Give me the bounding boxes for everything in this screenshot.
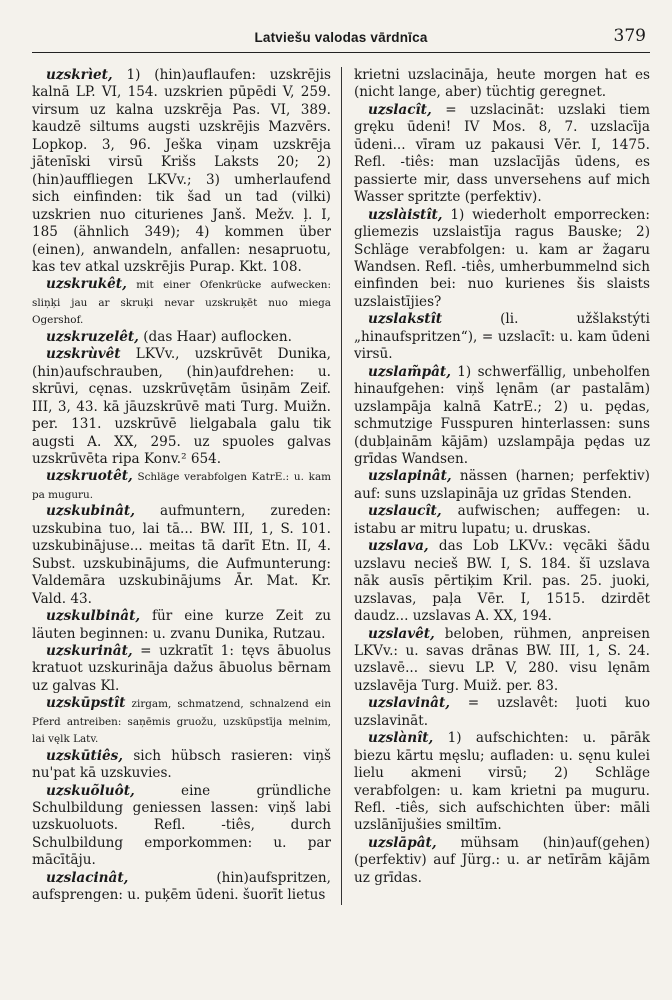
dictionary-entry: [32, 870, 331, 905]
dictionary-entry: [32, 329, 331, 346]
entry-headword: uzslavêt,: [368, 625, 435, 642]
page-number: 379: [613, 26, 646, 46]
entry-headword: uzslavinât,: [368, 695, 450, 712]
entry-definition: 1) aufschichten: u. pārāk biezu kārtu męslu; aufladen: u. sęnu kulei lielu akmeni virsū; 2) Schläge verabfolgen: u. kam krietni pa muguru. Refl. -tiês, sich aufschichten über: māli uzslānījušies smiltīm.: [354, 730, 650, 834]
entry-headword: uzskubinât,: [46, 503, 135, 520]
entry-definition: beloben, rühmen, anpreisen LKVv.: u. savas drānas BW. III, 1, S. 24. uzslavē... sievu LP. V, 280. visu lęnām uzslavēja Turg. Muiž. per. 83.: [354, 625, 650, 694]
entry-definition: (li. užšlakstýti „hinaufspritzen“), = uzslacīt: u. kam ūdeni virsū.: [354, 311, 650, 363]
entry-definition: eine gründliche Schulbildung geniessen lassen: viņš labi uzskuoluots. Refl. -tiês, durch Schulbildung emporkommen: u. par mācītāju.: [32, 782, 331, 869]
entry-definition: = uzkratīt 1: tęvs ābuolus kratuot uzskurināja dažus ābuolus bērnam uz galvas Kl.: [32, 642, 331, 694]
entry-headword: uzskruotêt,: [46, 468, 133, 485]
entry-headword: uzskruzelêt,: [46, 328, 139, 345]
dictionary-entry: [354, 695, 650, 730]
entry-definition: 1) wiederholt emporrecken: gliemezis uzslaistīja ragus Bauske; 2) Schläge verabfolgen: u. kam ar žagaru Wandsen. Refl. -tiês, umherbummelnd sich einfinden bei: nuo kurienes šis slaists uzslaistījies?: [354, 206, 650, 310]
entry-headword: uzskuõluôt,: [46, 782, 135, 799]
entry-headword: uzskūtiês,: [46, 747, 124, 764]
dictionary-entry: [32, 67, 331, 276]
entry-headword: uzslacît,: [368, 101, 432, 118]
dictionary-entry: [354, 364, 650, 469]
entry-definition: = uzslavêt: ļuoti kuo uzslavināt.: [354, 695, 650, 729]
entry-headword: uzslapinât,: [368, 468, 452, 485]
entry-headword: uzskrùvêt: [46, 346, 121, 363]
entry-headword: uzskrukêt,: [46, 276, 127, 293]
dictionary-entry: [354, 503, 650, 538]
entry-definition: (hin)aufspritzen, aufsprengen: u. puķēm ūdeni. šuorīt lietus: [32, 869, 331, 904]
dictionary-entry: [32, 643, 331, 695]
right-column: [341, 67, 650, 905]
dictionary-entry: [32, 503, 331, 608]
entry-definition: Schläge verabfolgen KatrE.: u. kam pa muguru.: [32, 471, 331, 501]
entry-definition: das Lob LKVv.: vęcāki šādu uzslavu necieš BW. I, S. 184. šī uzslava nāk ausīs pērtiķim Kril. pas. 25. juoki, uzslavas, paļa Vēr. I, 1515. dzirdēt daudz... uzslavas A. XX, 194.: [354, 538, 650, 625]
entry-headword: uzslava,: [368, 538, 429, 555]
left-column: [32, 67, 341, 905]
dictionary-entry: [32, 468, 331, 503]
running-title: Latviešu valodas vārdnīca: [254, 30, 428, 45]
entry-definition: mühsam (hin)auf(gehen) (perfektiv) auf Jürg.: u. ar netīrām kājām uz grīdas.: [354, 834, 650, 886]
entry-definition: für eine kurze Zeit zu läuten beginnen: u. zvanu Dunika, Rutzau.: [32, 608, 331, 642]
entry-definition: aufwischen; auffegen: u. istabu ar mitru lupatu; u. druskas.: [354, 503, 650, 537]
entry-headword: uzskūpstît: [46, 695, 126, 712]
dictionary-entry: [32, 608, 331, 643]
entry-definition: = uzslacināt: uzslaki tiem gręku ūdeni! IV Mos. 8, 7. uzslacīja ūdeni... vīram uz pakausi Vēr. I, 1475. Refl. -tiês: man uzslacījās ūdens, es passierte mir, dass unversehens auf mich Wasser spritzte (perfektiv).: [354, 101, 650, 206]
entry-definition: 1) schwerfällig, unbeholfen hinaufgehen: viņš lęnām (ar pastalām) uzslampāja kalnā KatrE.; 2) u. pędas, schmutzige Fusspuren hinterlassen: suns (dubļainām kājām) uzslampāja pędas uz grīdas Wandsen.: [354, 363, 650, 467]
dictionary-entry: [354, 538, 650, 625]
dictionary-entry: [32, 783, 331, 870]
entry-definition: krietni uzslacināja, heute morgen hat es (nicht lange, aber) tüchtig geregnet.: [354, 67, 650, 101]
entry-headword: uzslāpât,: [368, 834, 437, 851]
entry-definition: 1) (hin)auflaufen: uzskrējis kalnā LP. VI, 154. uzskrien pūpēdi V, 259. virsum uz kalna uzskrēja Pas. VI, 389. kaudzē siltums augsti uzskrējis Mazvērs. Lopkop. 3, 96. Ješka viņam uzskrēja jātenīski virsū Krišs Laksts 20; 2) (hin)auffliegen LKVv.; 3) umherlaufend sich einfinden: tik šad un tad (vilki) uzskrien nuo citurienes Janš. Mežv. ļ. I, 185 (ähnlich 349); 4) kommen über (einen), anwandeln, anfallen: nesapruotu, kas tev atkal uzskrējis Purap. Kkt. 108.: [32, 67, 331, 275]
entry-definition: LKVv., uzskrūvēt Dunika, (hin)aufschrauben, (hin)aufdrehen: u. skrūvi, cęnas. uzskrūvętām ūsiņām Zeif. III, 3, 43. kā jāuzskrūvē mati Turg. Muižn. per. 131. uzskrūvē lielgabala galu tik augsti A. XX, 295. uz spuoles galvas uzskrūvēta ripa Konv.² 654.: [32, 346, 331, 467]
dictionary-entry: [354, 102, 650, 207]
dictionary-entry: [32, 748, 331, 783]
entry-definition: zirgam, schmatzend, schnalzend ein Pferd antreiben: saņēmis gruožu, uzskūpstīja melnim, lai vęlk Latv.: [32, 698, 331, 746]
dictionary-entry: [32, 695, 331, 747]
entry-headword: uzslacinât,: [46, 869, 129, 886]
dictionary-entry: [32, 346, 331, 468]
dictionary-entry: [354, 730, 650, 835]
entry-definition: aufmuntern, zureden: uzskubina tuo, lai tā... BW. III, 1, S. 101. uzskubinājuse... meitas tā darīt Etn. II, 4. Subst. uzskubinājums, die Aufmunterung: Valdemāra uzskubinājums Ār. Mat. Kr. Vald. 43.: [32, 503, 331, 607]
entry-definition: sich hübsch rasieren: viņš nu'pat kā uzskuvies.: [32, 747, 331, 782]
dictionary-entry: [354, 468, 650, 503]
entry-headword: uzslànît,: [368, 730, 434, 747]
entry-definition: mit einer Ofenkrücke aufwecken: sliņķi jau ar skruķi nevar uzskruķēt nuo miega Ogershof.: [32, 279, 331, 327]
dictionary-entry: [354, 835, 650, 887]
entry-headword: uzslam̃pât,: [368, 363, 451, 380]
entry-headword: uzskurinât,: [46, 642, 133, 659]
entry-headword: uzslakstît: [368, 311, 443, 328]
dictionary-entry: [354, 207, 650, 312]
entry-headword: uzskrìet,: [46, 67, 113, 83]
dictionary-entry: [32, 276, 331, 328]
dictionary-entry: [354, 626, 650, 696]
entry-definition: nässen (harnen; perfektiv) auf: suns uzslapināja uz grīdas Stenden.: [354, 468, 650, 502]
entry-headword: uzskulbinât,: [46, 608, 141, 625]
two-column-body: [32, 67, 650, 905]
dictionary-entry: [354, 67, 650, 102]
page-header: [32, 24, 650, 53]
dictionary-entry: [354, 311, 650, 363]
entry-definition: (das Haar) auflocken.: [138, 328, 292, 345]
entry-headword: uzslaucît,: [368, 503, 442, 520]
entry-headword: uzslàistît,: [368, 206, 443, 223]
